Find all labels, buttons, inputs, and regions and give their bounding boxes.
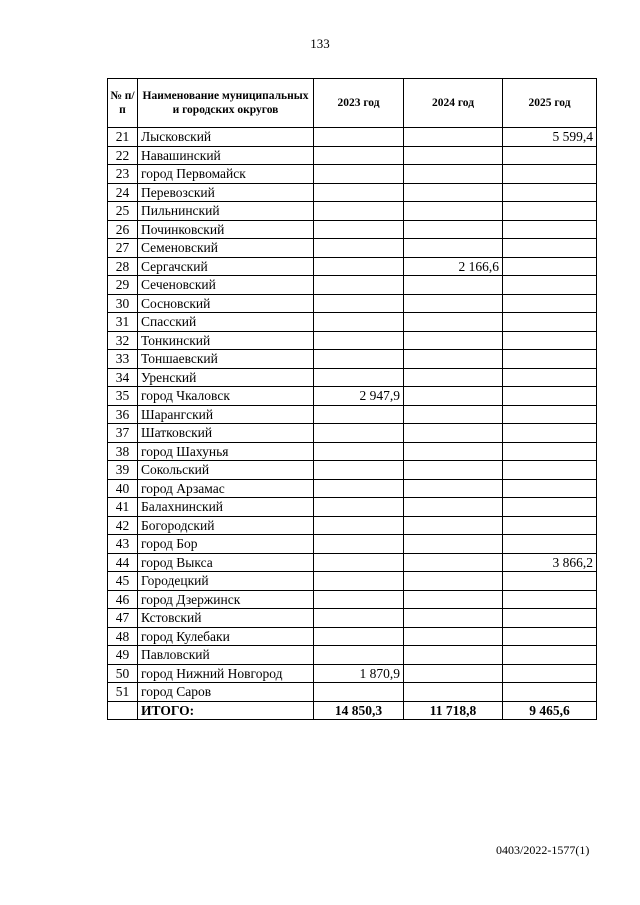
value-2023	[314, 239, 404, 258]
table-row	[108, 646, 597, 665]
table-row	[108, 535, 597, 554]
row-name: Шатковский	[138, 424, 314, 443]
value-2025	[503, 405, 597, 424]
table-row	[108, 239, 597, 258]
row-name: Сеченовский	[138, 276, 314, 295]
table-row	[108, 183, 597, 202]
value-2023: 2 947,9	[314, 387, 404, 406]
row-number: 46	[108, 590, 138, 609]
value-2024	[404, 239, 503, 258]
row-number: 49	[108, 646, 138, 665]
row-number: 40	[108, 479, 138, 498]
row-name: город Кулебаки	[138, 627, 314, 646]
row-name: Балахнинский	[138, 498, 314, 517]
row-name: Богородский	[138, 516, 314, 535]
row-name: Сергачский	[138, 257, 314, 276]
row-number: 31	[108, 313, 138, 332]
row-name: город Чкаловск	[138, 387, 314, 406]
value-2024	[404, 146, 503, 165]
row-name: Тоншаевский	[138, 350, 314, 369]
table-header-row	[108, 79, 597, 128]
row-number: 44	[108, 553, 138, 572]
value-2024	[404, 498, 503, 517]
row-name: город Дзержинск	[138, 590, 314, 609]
value-2025	[503, 220, 597, 239]
subsidy-table	[107, 78, 597, 720]
table-row	[108, 479, 597, 498]
value-2025	[503, 165, 597, 184]
row-name: Тонкинский	[138, 331, 314, 350]
value-2024	[404, 553, 503, 572]
value-2024	[404, 627, 503, 646]
table-row	[108, 498, 597, 517]
value-2025	[503, 479, 597, 498]
value-2023	[314, 590, 404, 609]
value-2024	[404, 387, 503, 406]
row-name: Починковский	[138, 220, 314, 239]
value-2023	[314, 294, 404, 313]
value-2024	[404, 442, 503, 461]
header-2023: 2023 год	[314, 79, 404, 128]
value-2024: 2 166,6	[404, 257, 503, 276]
row-number: 47	[108, 609, 138, 628]
table-row	[108, 165, 597, 184]
header-2024: 2024 год	[404, 79, 503, 128]
value-2025	[503, 442, 597, 461]
value-2023	[314, 257, 404, 276]
row-name: Кстовский	[138, 609, 314, 628]
table-row	[108, 331, 597, 350]
row-number: 24	[108, 183, 138, 202]
table-row	[108, 220, 597, 239]
value-2023	[314, 424, 404, 443]
value-2023	[314, 535, 404, 554]
value-2023: 1 870,9	[314, 664, 404, 683]
value-2023	[314, 516, 404, 535]
row-number: 48	[108, 627, 138, 646]
value-2023	[314, 276, 404, 295]
value-2025	[503, 331, 597, 350]
row-name: Семеновский	[138, 239, 314, 258]
value-2023	[314, 498, 404, 517]
row-number: 26	[108, 220, 138, 239]
value-2024	[404, 479, 503, 498]
value-2025	[503, 313, 597, 332]
total-2025: 9 465,6	[503, 701, 597, 720]
row-name: город Бор	[138, 535, 314, 554]
value-2025	[503, 461, 597, 480]
value-2024	[404, 590, 503, 609]
value-2025	[503, 535, 597, 554]
row-name: Пильнинский	[138, 202, 314, 221]
header-2025: 2025 год	[503, 79, 597, 128]
value-2025	[503, 146, 597, 165]
row-number: 42	[108, 516, 138, 535]
total-2024: 11 718,8	[404, 701, 503, 720]
row-number: 29	[108, 276, 138, 295]
row-number: 38	[108, 442, 138, 461]
row-name: Сокольский	[138, 461, 314, 480]
row-number: 28	[108, 257, 138, 276]
table-row	[108, 313, 597, 332]
row-number: 27	[108, 239, 138, 258]
value-2025: 5 599,4	[503, 128, 597, 147]
value-2025	[503, 350, 597, 369]
value-2025	[503, 683, 597, 702]
row-number: 32	[108, 331, 138, 350]
value-2024	[404, 368, 503, 387]
table-row	[108, 146, 597, 165]
table-row	[108, 424, 597, 443]
table-row	[108, 609, 597, 628]
row-number: 30	[108, 294, 138, 313]
value-2023	[314, 572, 404, 591]
value-2025	[503, 498, 597, 517]
row-number: 23	[108, 165, 138, 184]
row-number: 21	[108, 128, 138, 147]
value-2025	[503, 257, 597, 276]
value-2023	[314, 442, 404, 461]
row-number: 39	[108, 461, 138, 480]
table-row	[108, 664, 597, 683]
value-2023	[314, 183, 404, 202]
table-row	[108, 572, 597, 591]
value-2023	[314, 165, 404, 184]
table-row	[108, 387, 597, 406]
value-2025	[503, 572, 597, 591]
row-name: город Шахунья	[138, 442, 314, 461]
table-row	[108, 627, 597, 646]
row-name: Спасский	[138, 313, 314, 332]
row-name: Лысковский	[138, 128, 314, 147]
value-2024	[404, 646, 503, 665]
row-name: город Арзамас	[138, 479, 314, 498]
value-2025	[503, 239, 597, 258]
value-2025	[503, 202, 597, 221]
row-number: 37	[108, 424, 138, 443]
row-name: Шарангский	[138, 405, 314, 424]
row-number: 33	[108, 350, 138, 369]
total-label: ИТОГО:	[138, 701, 314, 720]
row-number: 34	[108, 368, 138, 387]
value-2025	[503, 387, 597, 406]
row-name: Уренский	[138, 368, 314, 387]
value-2024	[404, 165, 503, 184]
value-2024	[404, 424, 503, 443]
table-row	[108, 461, 597, 480]
value-2025	[503, 424, 597, 443]
table-row	[108, 405, 597, 424]
value-2024	[404, 535, 503, 554]
row-number: 25	[108, 202, 138, 221]
table-row	[108, 294, 597, 313]
row-number: 35	[108, 387, 138, 406]
table-row	[108, 590, 597, 609]
value-2024	[404, 683, 503, 702]
value-2023	[314, 646, 404, 665]
row-name: город Первомайск	[138, 165, 314, 184]
value-2023	[314, 220, 404, 239]
row-name: город Саров	[138, 683, 314, 702]
row-number: 41	[108, 498, 138, 517]
value-2024	[404, 350, 503, 369]
page-number: 133	[310, 36, 330, 51]
value-2024	[404, 220, 503, 239]
value-2023	[314, 313, 404, 332]
row-name: Сосновский	[138, 294, 314, 313]
row-name: Павловский	[138, 646, 314, 665]
header-name: Наименование муниципальных и городских округов	[138, 79, 314, 128]
row-name: Перевозский	[138, 183, 314, 202]
value-2024	[404, 276, 503, 295]
row-number: 22	[108, 146, 138, 165]
value-2023	[314, 128, 404, 147]
value-2024	[404, 516, 503, 535]
value-2025: 3 866,2	[503, 553, 597, 572]
value-2024	[404, 202, 503, 221]
table-row	[108, 516, 597, 535]
table-row	[108, 128, 597, 147]
value-2023	[314, 627, 404, 646]
table-row	[108, 368, 597, 387]
value-2023	[314, 461, 404, 480]
value-2024	[404, 294, 503, 313]
row-name: Навашинский	[138, 146, 314, 165]
value-2023	[314, 368, 404, 387]
value-2025	[503, 294, 597, 313]
value-2025	[503, 664, 597, 683]
value-2024	[404, 664, 503, 683]
value-2024	[404, 313, 503, 332]
value-2025	[503, 609, 597, 628]
row-name: Городецкий	[138, 572, 314, 591]
total-2023: 14 850,3	[314, 701, 404, 720]
table-row	[108, 257, 597, 276]
table-row	[108, 442, 597, 461]
row-number: 50	[108, 664, 138, 683]
value-2024	[404, 405, 503, 424]
value-2025	[503, 368, 597, 387]
table-row	[108, 276, 597, 295]
row-name: город Нижний Новгород	[138, 664, 314, 683]
value-2023	[314, 146, 404, 165]
value-2025	[503, 627, 597, 646]
value-2023	[314, 202, 404, 221]
value-2023	[314, 350, 404, 369]
value-2025	[503, 276, 597, 295]
row-number: 45	[108, 572, 138, 591]
value-2025	[503, 516, 597, 535]
table-row	[108, 202, 597, 221]
row-number: 36	[108, 405, 138, 424]
value-2024	[404, 609, 503, 628]
value-2023	[314, 683, 404, 702]
value-2025	[503, 646, 597, 665]
total-num	[108, 701, 138, 720]
total-row	[108, 701, 597, 720]
value-2024	[404, 461, 503, 480]
value-2023	[314, 553, 404, 572]
row-name: город Выкса	[138, 553, 314, 572]
value-2024	[404, 183, 503, 202]
value-2023	[314, 405, 404, 424]
value-2025	[503, 183, 597, 202]
value-2023	[314, 609, 404, 628]
table-row	[108, 553, 597, 572]
header-num: № п/п	[108, 79, 138, 128]
row-number: 43	[108, 535, 138, 554]
table-row	[108, 683, 597, 702]
value-2024	[404, 572, 503, 591]
row-number: 51	[108, 683, 138, 702]
value-2024	[404, 128, 503, 147]
document-code: 0403/2022-1577(1)	[496, 843, 590, 857]
value-2023	[314, 479, 404, 498]
value-2023	[314, 331, 404, 350]
table-row	[108, 350, 597, 369]
value-2025	[503, 590, 597, 609]
value-2024	[404, 331, 503, 350]
